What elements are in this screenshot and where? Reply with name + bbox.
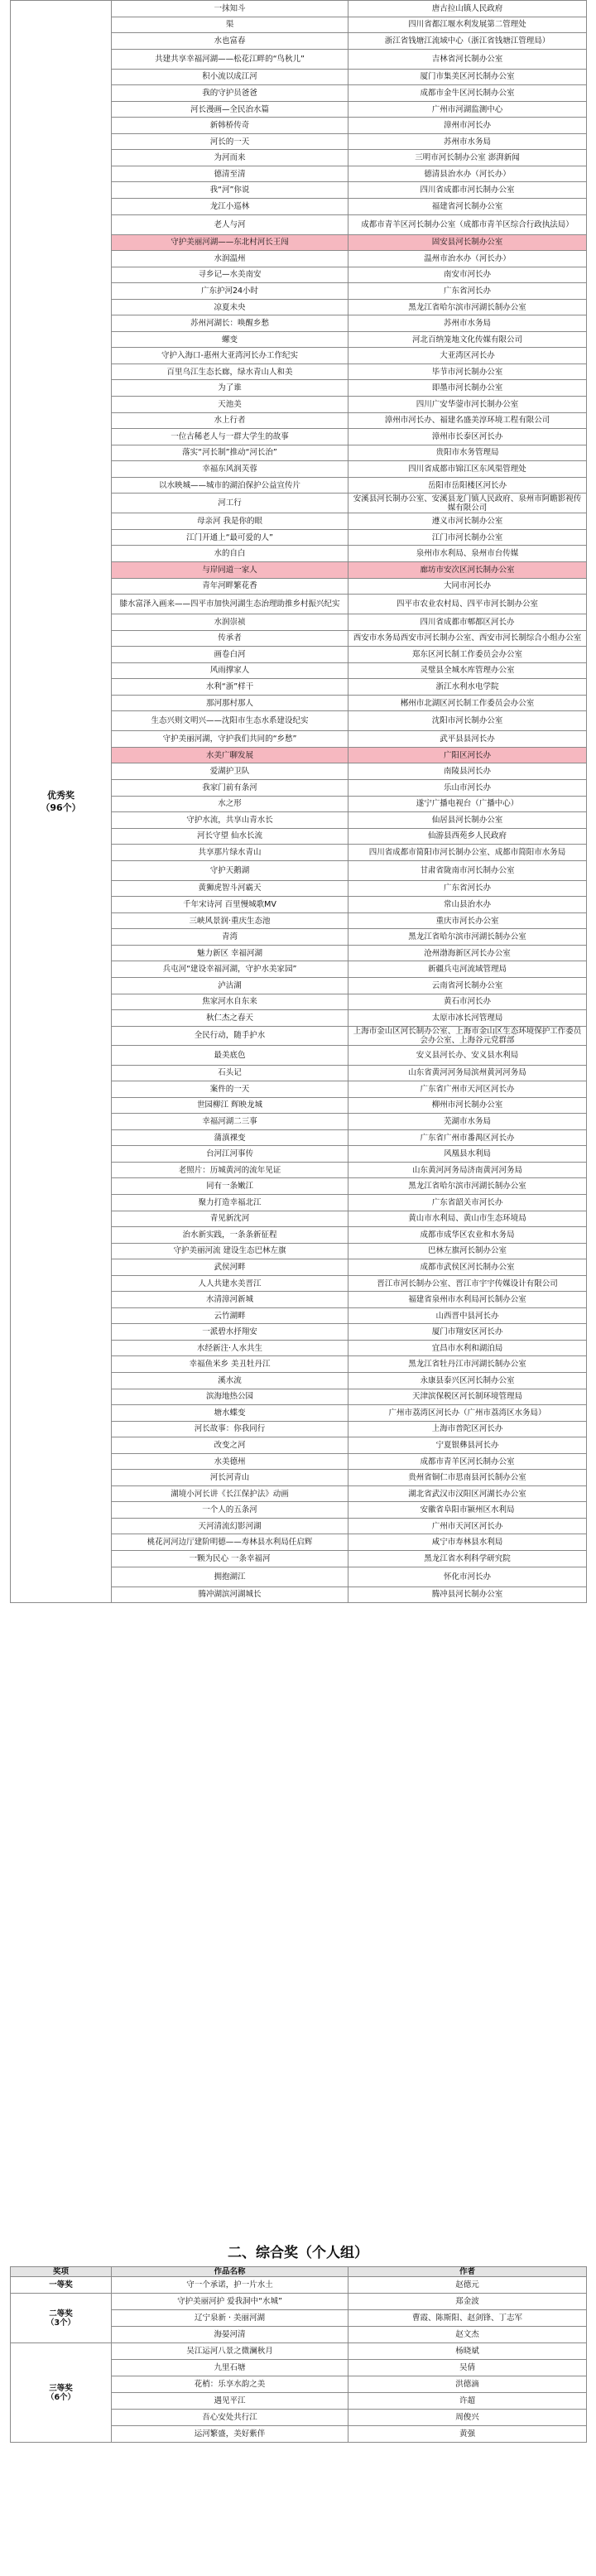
work-author: 廊坊市安次区河长制办公室	[348, 561, 587, 578]
work-title: 积小流以成江河	[112, 69, 348, 85]
work-title: 焦家河水自东来	[112, 994, 348, 1010]
work-title: 传承者	[112, 630, 348, 647]
work-author: 四川省成都市简阳市河长制办公室、成都市简阳市水务局	[348, 845, 587, 861]
work-title: 蒲滇裸变	[112, 1129, 348, 1146]
work-title: 秋仁杰之春天	[112, 1010, 348, 1027]
work-author: 四川广安华蓥市河长制办公室	[348, 397, 587, 413]
work-title: 青年河畔繁花香	[112, 578, 348, 595]
work-author: 四川省成都市河长制办公室	[348, 182, 587, 199]
work-author: 黑龙江省哈尔滨市河湖长制办公室	[348, 929, 587, 946]
work-author: 唐古拉山镇人民政府	[348, 1, 587, 17]
table-row	[11, 2294, 587, 2310]
work-author: 郑金波	[348, 2294, 587, 2310]
work-author: 曹霞、陈斯阳、赵剑锋、丁志军	[348, 2310, 587, 2327]
work-title: 那河那村那人	[112, 695, 348, 711]
section-title: 二、综合奖（个人组）	[228, 2245, 368, 2261]
work-author: 黄石市河长办	[348, 994, 587, 1010]
work-author: 赵德元	[348, 2277, 587, 2294]
work-title: 龙江小巡林	[112, 199, 348, 215]
work-author: 云南省河长制办公室	[348, 977, 587, 994]
work-title: 兵屯河“建设幸福河湖，守护水美家园”	[112, 961, 348, 978]
work-author: 广东省河长办	[348, 283, 587, 300]
work-title: 守护美丽河流 建设生态巴林左旗	[112, 1243, 348, 1259]
work-author: 仙游县西苑乡人民政府	[348, 828, 587, 845]
award-level-label: 三等奖	[49, 2383, 73, 2393]
work-title: 水美德州	[112, 1453, 348, 1470]
work-title: 老照片：历城黄河的流年见证	[112, 1162, 348, 1178]
work-title: 一抹知斗	[112, 1, 348, 17]
header-work: 作品名称	[112, 2267, 348, 2277]
work-title: 新韩桥传奇	[112, 118, 348, 134]
work-author: 厦门市翔安区河长办	[348, 1324, 587, 1341]
work-title: 我家门前有条河	[112, 779, 348, 796]
work-title: 泸沽湖	[112, 977, 348, 994]
work-title: 与岸同道一家人	[112, 561, 348, 578]
work-author: 上海市金山区河长制办公室、上海市金山区生态环境保护工作委员会办公室、上海谷元党群部	[348, 1026, 587, 1045]
work-author: 苏州市水务局	[348, 315, 587, 332]
award-level	[11, 2277, 112, 2294]
work-author: 黄强	[348, 2426, 587, 2443]
work-author: 山西晋中县河长办	[348, 1307, 587, 1324]
work-title: 滨海地热公园	[112, 1389, 348, 1405]
work-author: 漳州市河长办	[348, 118, 587, 134]
work-title: 爱湖护卫队	[112, 763, 348, 780]
work-title: 海晏河清	[112, 2327, 348, 2343]
work-author: 德清县治水办（河长办）	[348, 166, 587, 182]
work-title: 案件的一天	[112, 1081, 348, 1098]
work-author: 岳阳市岳阳楼区河长办	[348, 477, 587, 494]
work-title: 花梢：乐享水韵之美	[112, 2376, 348, 2393]
work-title: 桃花河河边厅建阶明德——寿林县水利局任启辉	[112, 1534, 348, 1551]
work-title: 共享那片绿水青山	[112, 845, 348, 861]
work-title: 生态兴则文明兴——沈阳市生态水系建设纪实	[112, 711, 348, 731]
work-title: 膝水富泽入画来——四平市加快河湖生态治理助推乡村振兴纪实	[112, 595, 348, 614]
work-title: 母亲河 我是你的眼	[112, 513, 348, 530]
work-title: 九里石塘	[112, 2360, 348, 2376]
work-author: 福建省泉州市水利局河长制办公室	[348, 1292, 587, 1308]
work-author: 广阳区河长办	[348, 747, 587, 763]
work-title: 拥抱湖江	[112, 1567, 348, 1587]
work-author: 温州市治水办（河长办）	[348, 251, 587, 267]
work-title: 河工行	[112, 494, 348, 513]
work-author: 太原市冰长河管理局	[348, 1010, 587, 1027]
work-author: 常山县治水办	[348, 897, 587, 913]
work-author: 武平县县河长办	[348, 731, 587, 748]
work-title: 遇见平江	[112, 2393, 348, 2410]
work-author: 咸宁市寿林县水利局	[348, 1534, 587, 1551]
work-title: 水也富春	[112, 33, 348, 50]
work-author: 仙居县河长制办公室	[348, 812, 587, 829]
work-author: 漳州市河长办、福建名盛美淳环境工程有限公司	[348, 412, 587, 429]
work-title: 水上行者	[112, 412, 348, 429]
award-level-label: 二等奖	[49, 2309, 73, 2318]
work-title: 螺变	[112, 331, 348, 348]
individual-award-table	[10, 2266, 587, 2443]
work-author: 山东省黄河河务局滨州黄河河务局	[348, 1065, 587, 1081]
work-author: 郴州市北湖区河长制工作委员会办公室	[348, 695, 587, 711]
work-author: 重庆市河长办公室	[348, 912, 587, 929]
award-category	[11, 1, 112, 1603]
work-title: 辽宁泉新 · 美丽河湖	[112, 2310, 348, 2327]
award-level-count: （3个）	[46, 2318, 76, 2328]
work-author: 广州市荔湾区河长办（广州市荔湾区水务局）	[348, 1405, 587, 1422]
work-author: 广东省韶关市河长办	[348, 1195, 587, 1211]
work-author: 黑龙江省哈尔滨市河湖长制办公室	[348, 1178, 587, 1195]
work-author: 风凰县水利局	[348, 1146, 587, 1163]
work-author: 安义县河长办、安义县水利局	[348, 1045, 587, 1065]
work-author: 赵文杰	[348, 2327, 587, 2343]
work-author: 上海市普陀区河长办	[348, 1421, 587, 1437]
work-title: 守护美丽河护 爱我洞中“水城”	[112, 2294, 348, 2310]
work-author: 黄山市水利局、黄山市生态环境局	[348, 1211, 587, 1227]
work-author: 浙江水利水电学院	[348, 679, 587, 696]
table-row	[11, 2343, 587, 2360]
work-author: 广东省广州市天河区河长办	[348, 1081, 587, 1098]
award-level-count: （6个）	[46, 2392, 76, 2402]
work-author: 四平市农业农村局、四平市河长制办公室	[348, 595, 587, 614]
work-author: 晋江市河长制办公室、晋江市宇宇传媒设计有限公司	[348, 1275, 587, 1292]
work-author: 江门市河长制办公室	[348, 529, 587, 546]
work-author: 四川省成都市郫都区河长办	[348, 614, 587, 631]
work-author: 四川省都江堰水利发展第二管理处	[348, 17, 587, 33]
work-author: 广州市天河区河长办	[348, 1518, 587, 1534]
work-author: 沈阳市河长制办公室	[348, 711, 587, 731]
work-author: 黑龙江省水利科学研究院	[348, 1551, 587, 1567]
work-author: 腾冲县河长制办公室	[348, 1587, 587, 1603]
work-title: 广东护河24小时	[112, 283, 348, 300]
work-title: 风雨撑家人	[112, 662, 348, 679]
work-author: 遵义市河长制办公室	[348, 513, 587, 530]
work-title: 天池美	[112, 397, 348, 413]
work-title: 水润崇祯	[112, 614, 348, 631]
work-author: 贵阳市水务管理局	[348, 445, 587, 461]
work-title: 三峡风景润·重庆生态池	[112, 912, 348, 929]
work-title: 世园柳江 辉映龙城	[112, 1097, 348, 1114]
work-author: 福建省河长制办公室	[348, 199, 587, 215]
work-title: 湖境小河长讲《长江保护法》动画	[112, 1485, 348, 1502]
work-author: 湖北省武汉市汉阳区河湖长办公室	[348, 1485, 587, 1502]
work-author: 怀化市河长办	[348, 1567, 587, 1587]
work-title: 河长守望 仙水长流	[112, 828, 348, 845]
work-title: 台河江河事传	[112, 1146, 348, 1163]
table-row	[11, 2277, 587, 2294]
work-title: 我的守护员爸爸	[112, 85, 348, 102]
work-title: 一派碧水抒翔安	[112, 1324, 348, 1341]
work-title: 腾冲湖滨河湖城长	[112, 1587, 348, 1603]
work-author: 吴倩	[348, 2360, 587, 2376]
work-title: 水之形	[112, 796, 348, 812]
work-title: 河长河青山	[112, 1470, 348, 1486]
work-author: 成都市青羊区河长制办公室	[348, 1453, 587, 1470]
work-author: 贵州省铜仁市思南县河长制办公室	[348, 1470, 587, 1486]
award-level	[11, 2343, 112, 2443]
work-author: 广东省广州市番禺区河长办	[348, 1129, 587, 1146]
work-author: 遂宁广播电视台（广播中心）	[348, 796, 587, 812]
work-author: 黑龙江省哈尔滨市河湖长制办公室	[348, 299, 587, 315]
work-author: 漳州市长泰区河长办	[348, 429, 587, 445]
work-title: 守护天鹅湖	[112, 860, 348, 880]
work-title: 德清至清	[112, 166, 348, 182]
work-title: 改变之河	[112, 1437, 348, 1454]
work-title: 守护美丽河湖，守护我们共同的“乡愁”	[112, 731, 348, 748]
work-author: 黑龙江省牡丹江市河湖长制办公室	[348, 1356, 587, 1373]
work-author: 即墨市河长制办公室	[348, 380, 587, 397]
work-author: 永康县泰兴区河长制办公室	[348, 1373, 587, 1389]
work-author: 甘肃省陇南市河长制办公室	[348, 860, 587, 880]
work-author: 成都市金牛区河长制办公室	[348, 85, 587, 102]
work-title: 溪水流	[112, 1373, 348, 1389]
work-author: 成都市武侯区河长制办公室	[348, 1259, 587, 1276]
work-title: 天河清流幻影河湖	[112, 1518, 348, 1534]
work-author: 厦门市集美区河长制办公室	[348, 69, 587, 85]
table-row	[11, 1, 587, 17]
table-header-row	[11, 2267, 587, 2277]
work-title: 老人与河	[112, 214, 348, 234]
work-title: 水美广聊发展	[112, 747, 348, 763]
work-title: 水经新注·人水共生	[112, 1340, 348, 1356]
work-title: 落实“河长制”推动“河长治”	[112, 445, 348, 461]
excellence-award-table	[10, 0, 587, 1603]
work-title: 水利“浙”样干	[112, 679, 348, 696]
work-title: 幸福河湖二三事	[112, 1114, 348, 1130]
work-author: 西安市水务局西安市河长制办公室、西安市河长制综合小组办公室	[348, 630, 587, 647]
work-author: 乐山市河长办	[348, 779, 587, 796]
work-title: 共建共享幸福河湖——松花江畔的“鸟秋儿”	[112, 49, 348, 69]
work-title: 苏州河湖长：唤醒乡愁	[112, 315, 348, 332]
work-author: 杨晓斌	[348, 2343, 587, 2360]
work-title: 聚力打造幸福北江	[112, 1195, 348, 1211]
work-author: 吉林省河长制办公室	[348, 49, 587, 69]
work-author: 沧州渤海新区河长办公室	[348, 945, 587, 961]
work-author: 南陵县河长办	[348, 763, 587, 780]
work-title: 吾心安处共行江	[112, 2410, 348, 2426]
work-title: 一个人的五条河	[112, 1502, 348, 1519]
work-title: 画卷白河	[112, 647, 348, 663]
work-title: 塘水蝶变	[112, 1405, 348, 1422]
work-author: 芜湖市水务局	[348, 1114, 587, 1130]
work-title: 一位古稀老人与一群大学生的故事	[112, 429, 348, 445]
work-title: 江门开通上“最可爱的人”	[112, 529, 348, 546]
work-author: 天津滨保税区河长制环境管理局	[348, 1389, 587, 1405]
work-title: 凉夏未央	[112, 299, 348, 315]
work-author: 大同市河长办	[348, 578, 587, 595]
work-author: 浙江省钱塘江流域中心（浙江省钱塘江管理局）	[348, 33, 587, 50]
work-author: 周俊兴	[348, 2410, 587, 2426]
work-title: 黄狮虎智斗河霸天	[112, 880, 348, 897]
work-author: 四川省成都市锦江区东风渠管理处	[348, 461, 587, 478]
work-title: 百里乌江生态长廊，绿水青山人和美	[112, 364, 348, 380]
work-author: 大亚湾区河长办	[348, 348, 587, 364]
work-title: 守护美丽河湖——东北村河长王闯	[112, 234, 348, 251]
work-author: 灵璧县全城水库管理办公室	[348, 662, 587, 679]
work-title: 河长的一天	[112, 133, 348, 150]
work-author: 宁夏银彝县河长办	[348, 1437, 587, 1454]
work-title: 武侯河畔	[112, 1259, 348, 1276]
work-author: 成都市成华区农业和水务局	[348, 1227, 587, 1244]
work-title: 全民行动，随手护水	[112, 1026, 348, 1045]
header-award: 奖项	[11, 2267, 112, 2277]
work-author: 苏州市水务局	[348, 133, 587, 150]
work-title: 水的自白	[112, 546, 348, 562]
work-author: 安溪县河长制办公室、安溪县龙门镇人民政府、泉州市阿瞻影视传媒有限公司	[348, 494, 587, 513]
work-title: 为了谁	[112, 380, 348, 397]
work-title: 吴江运河八景之微澜秋月	[112, 2343, 348, 2360]
award-category-count: （96个）	[41, 802, 81, 814]
work-author: 河北百纳笼地文化传媒有限公司	[348, 331, 587, 348]
work-title: 千年宋诗河 百里慢城歌MV	[112, 897, 348, 913]
work-title: 最美底色	[112, 1045, 348, 1065]
work-title: 守护水流，共享山青水长	[112, 812, 348, 829]
work-author: 郑东区河长制工作委员会办公室	[348, 647, 587, 663]
work-title: 以水映城——城市的湖泊保护公益宣传片	[112, 477, 348, 494]
work-title: 水润温州	[112, 251, 348, 267]
work-title: 幸福鱼米乡 美丑牡丹江	[112, 1356, 348, 1373]
work-title: 水清漳河新城	[112, 1292, 348, 1308]
work-author: 广东省河长办	[348, 880, 587, 897]
work-title: 我“河”你说	[112, 182, 348, 199]
work-title: 青湾	[112, 929, 348, 946]
work-title: 魅力新区 幸福河湖	[112, 945, 348, 961]
work-title: 渠	[112, 17, 348, 33]
award-level	[11, 2294, 112, 2343]
work-author: 新疆兵屯河流域管理局	[348, 961, 587, 978]
work-title: 青见新沈河	[112, 1211, 348, 1227]
work-author: 柳州市河长制办公室	[348, 1097, 587, 1114]
work-title: 人人共建水美晋江	[112, 1275, 348, 1292]
work-title: 运河繁盛，美好紫伴	[112, 2426, 348, 2443]
work-title: 为河而来	[112, 150, 348, 166]
work-title: 河长漫画—全民治水篇	[112, 101, 348, 118]
header-author: 作者	[348, 2267, 587, 2277]
work-title: 石头记	[112, 1065, 348, 1081]
work-title: 同有一条嫩江	[112, 1178, 348, 1195]
work-author: 成都市青羊区河长制办公室（成都市青羊区综合行政执法局）	[348, 214, 587, 234]
work-author: 宜昌市水利和湖泊局	[348, 1340, 587, 1356]
work-author: 许超	[348, 2393, 587, 2410]
work-author: 固安县河长制办公室	[348, 234, 587, 251]
work-title: 一颗为民心 一条幸福河	[112, 1551, 348, 1567]
work-author: 毕节市河长制办公室	[348, 364, 587, 380]
work-author: 三明市河长制办公室 澎湃新闻	[348, 150, 587, 166]
award-category-label: 优秀奖	[47, 790, 74, 802]
award-level-label: 一等奖	[49, 2280, 73, 2290]
work-author: 安徽省阜阳市颍州区水利局	[348, 1502, 587, 1519]
work-author: 巴林左旗河长制办公室	[348, 1243, 587, 1259]
work-author: 泉州市水利局、泉州市台传媒	[348, 546, 587, 562]
work-author: 洪德滴	[348, 2376, 587, 2393]
work-title: 治水新实践，一条条新征程	[112, 1227, 348, 1244]
work-title: 云竹湖畔	[112, 1307, 348, 1324]
work-title: 幸福东风润芙蓉	[112, 461, 348, 478]
work-title: 河长故事：你我同行	[112, 1421, 348, 1437]
work-title: 守一个承诺，护一片水土	[112, 2277, 348, 2294]
work-author: 南安市河长办	[348, 267, 587, 283]
work-title: 寻乡记—水美南安	[112, 267, 348, 283]
work-author: 广州市河湖监测中心	[348, 101, 587, 118]
work-title: 守护入海口-惠州大亚湾河长办工作纪实	[112, 348, 348, 364]
work-author: 山东黄河河务局济南黄河河务局	[348, 1162, 587, 1178]
